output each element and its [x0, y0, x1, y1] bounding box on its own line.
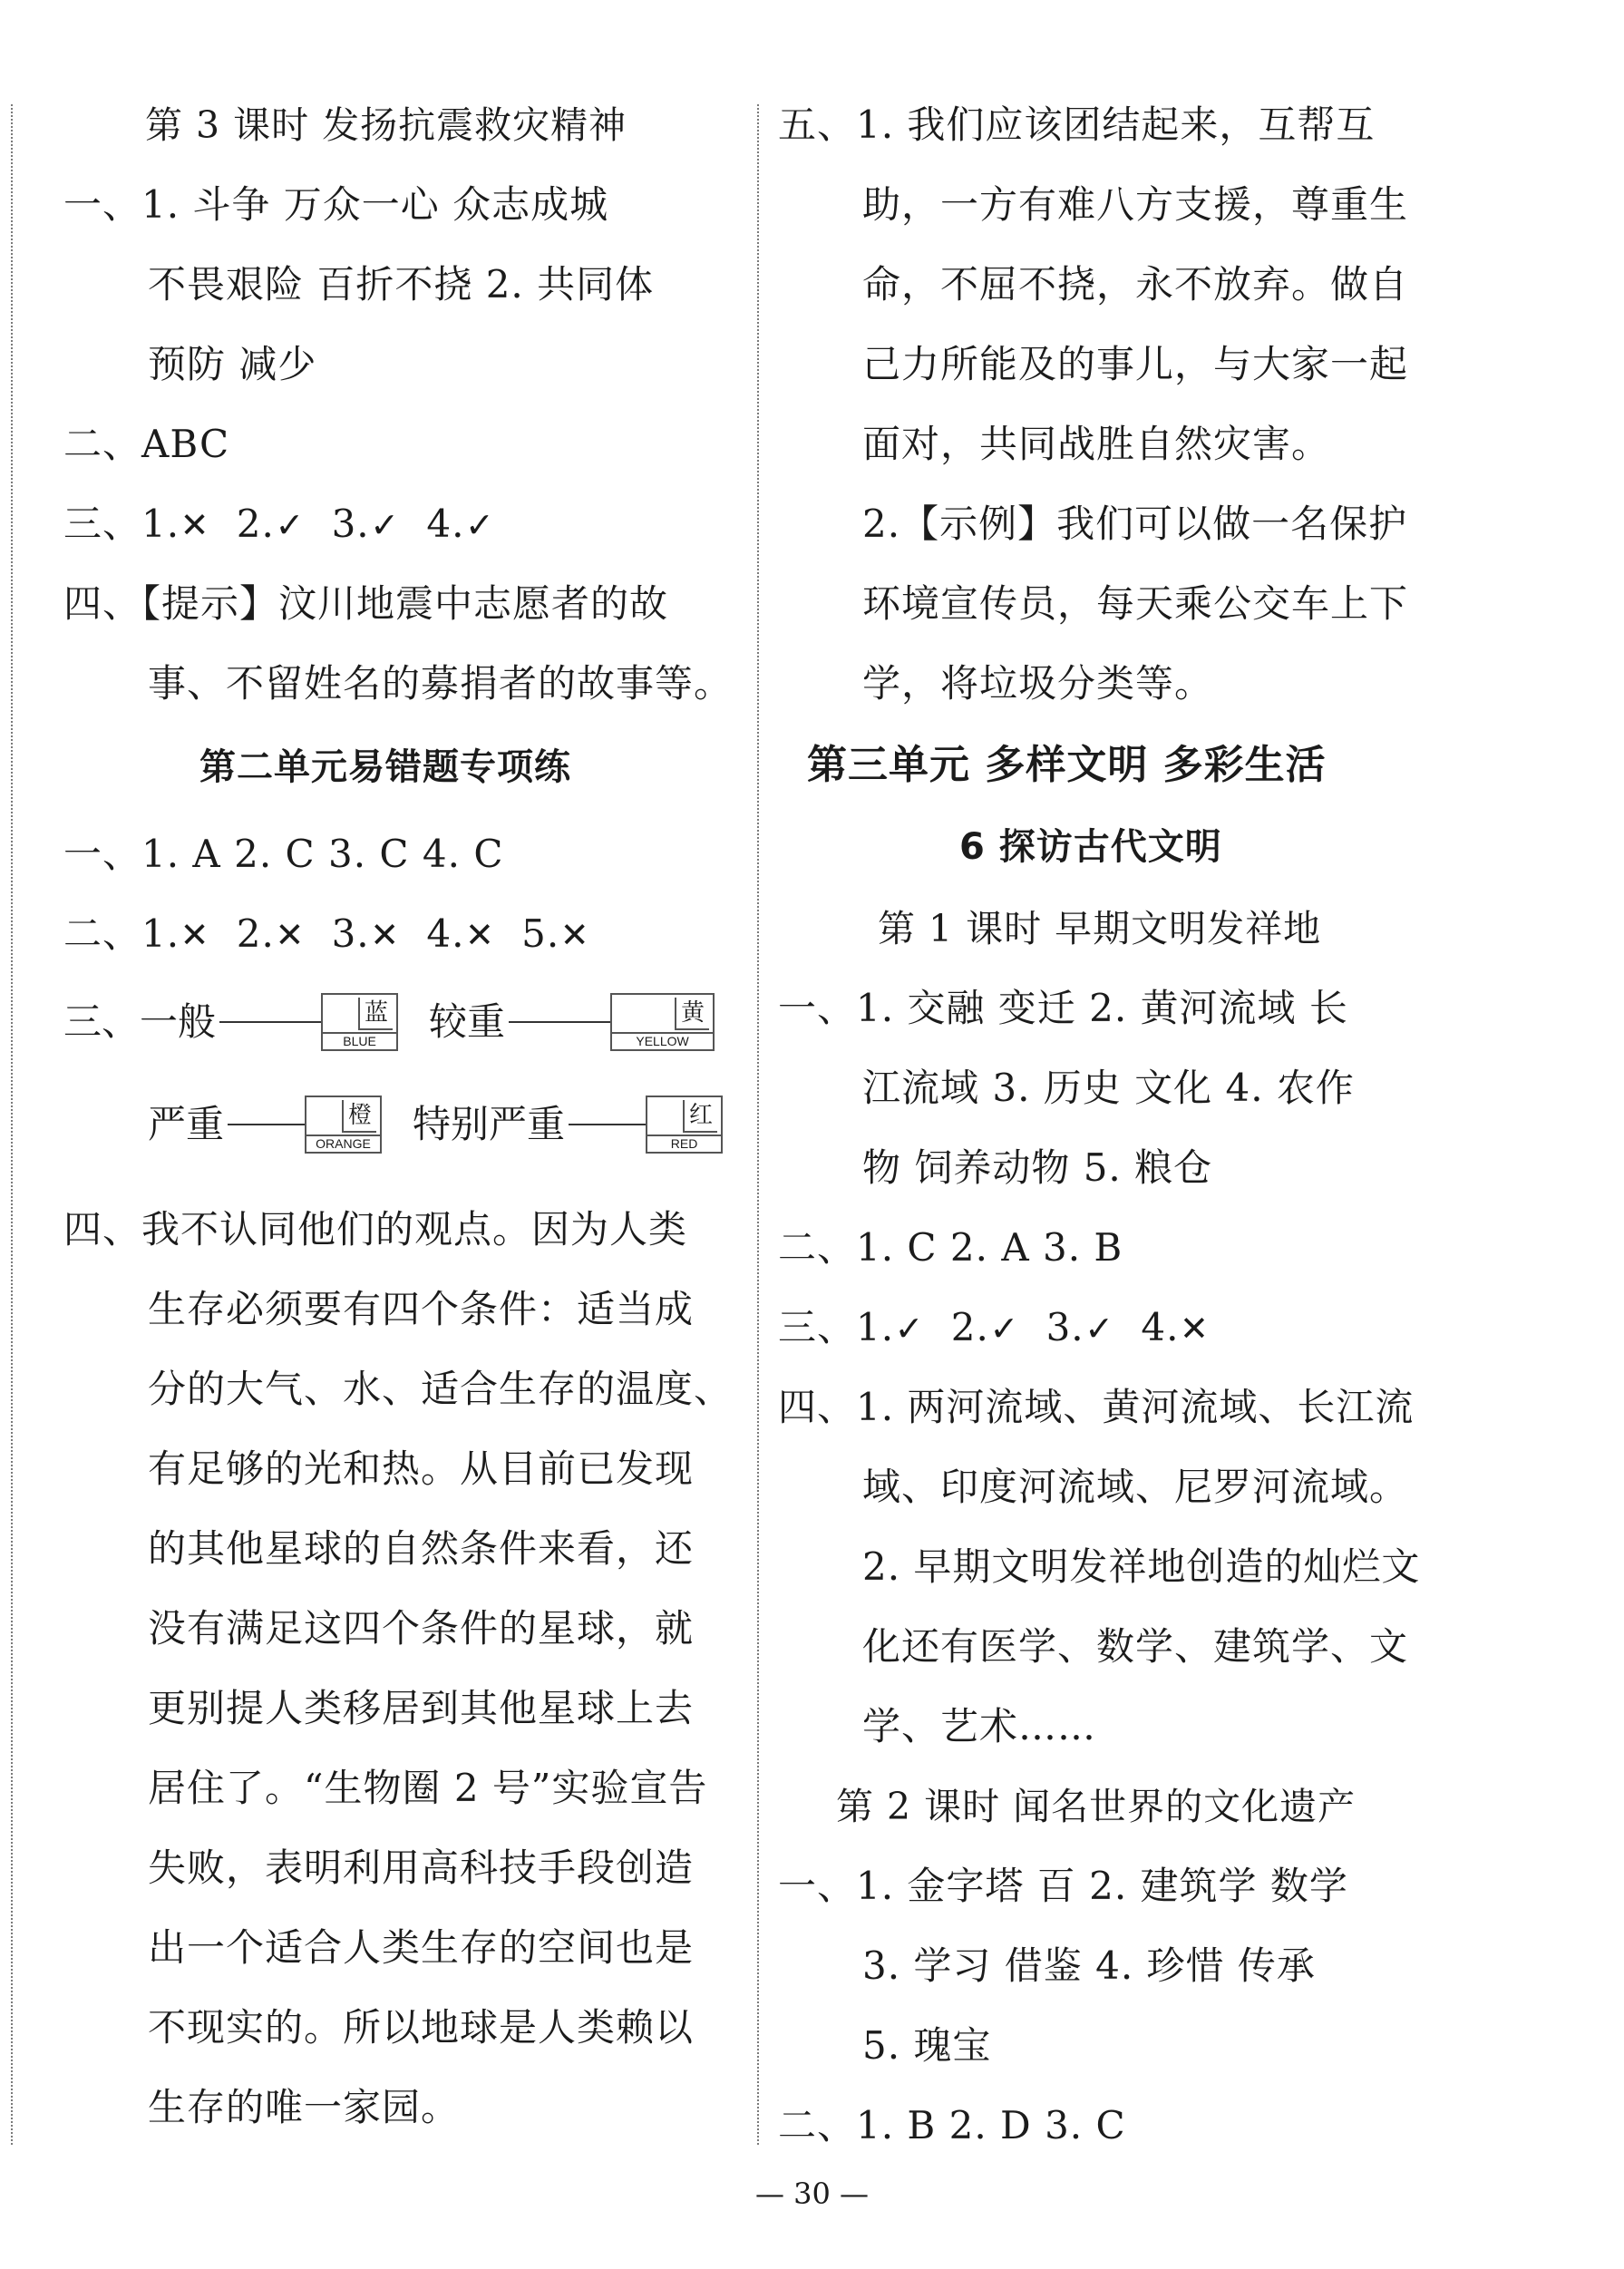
answer-line: 生存的唯一家园。: [148, 2085, 461, 2129]
answer-line: 2.【示例】我们可以做一名保护: [862, 502, 1408, 546]
unit-3-title: 第三单元 多样文明 多彩生活: [807, 742, 1327, 788]
answer-line: 己力所能及的事儿，与大家一起: [862, 342, 1409, 386]
cross-mark: ✕: [370, 915, 401, 955]
color-box-yellow: 黄 YELLOW: [610, 993, 715, 1051]
lesson-1-title: 第 1 课时 早期文明发祥地: [878, 907, 1322, 950]
cross-mark: ✕: [559, 915, 590, 955]
answer-line: 二、1. C 2. A 3. B: [778, 1225, 1123, 1270]
answer-line: 5. 瑰宝: [862, 2023, 992, 2068]
cross-mark: ✕: [180, 505, 210, 545]
answer-line: 生存必须要有四个条件：适当成: [148, 1287, 695, 1331]
answer-line: 一、1. 斗争 万众一心 众志成城: [63, 182, 609, 227]
connector-line: [228, 1124, 305, 1125]
answer-line: 面对，共同战胜自然灾害。: [862, 422, 1331, 466]
answer-line: 失败，表明利用高科技手段创造: [148, 1845, 695, 1890]
page-number: — 30 —: [754, 2176, 870, 2211]
warning-level-label: 较重: [429, 999, 506, 1044]
warning-color-row: 三、 一般 蓝 BLUE 较重 黄 YELLOW: [63, 993, 745, 1051]
answer-line: 一、1. 交融 变迁 2. 黄河流域 长: [778, 986, 1348, 1030]
check-mark: ✓: [465, 505, 495, 545]
warning-level-label: 特别严重: [413, 1102, 566, 1146]
color-box-orange: 橙 ORANGE: [305, 1096, 382, 1154]
answer-line: 四、【提示】汶川地震中志愿者的故: [63, 581, 669, 626]
answer-line: 二、ABC: [63, 422, 230, 466]
check-mark: ✓: [1084, 1309, 1115, 1349]
answer-line: 预防 减少: [148, 342, 317, 386]
answer-line: 一、1. A 2. C 3. C 4. C: [63, 832, 504, 876]
answer-line: 二、1.✕ 2.✕ 3.✕ 4.✕ 5.✕: [63, 909, 590, 960]
lesson-2-title: 第 2 课时 闻名世界的文化遗产: [836, 1785, 1357, 1828]
answer-line: 域、印度河流域、尼罗河流域。: [862, 1465, 1409, 1509]
answer-line: 事、不留姓名的募捐者的故事等。: [148, 661, 734, 706]
answer-line: 四、我不认同他们的观点。因为人类: [63, 1207, 688, 1251]
warning-level-label: 严重: [148, 1102, 225, 1146]
cross-mark: ✕: [465, 915, 495, 955]
answer-line: 助，一方有难八方支援，尊重生: [862, 182, 1409, 227]
answer-line: 命，不屈不挠，永不放弃。做自: [862, 262, 1409, 307]
answer-line: 学、艺术……: [862, 1704, 1097, 1748]
warning-color-row: [148, 1096, 754, 1154]
connector-line: [509, 1021, 610, 1023]
warning-level-label: 一般: [140, 999, 217, 1044]
answer-line: 更别提人类移居到其他星球上去: [148, 1686, 695, 1730]
answer-line: 物 饲养动物 5. 粮仓: [862, 1145, 1213, 1190]
answer-line: 学，将垃圾分类等。: [862, 661, 1214, 706]
answer-line: 三、1.✓ 2.✓ 3.✓ 4.✕: [778, 1302, 1210, 1354]
answer-line: 有足够的光和热。从目前已发现: [148, 1446, 695, 1491]
answer-line: 分的大气、水、适合生存的温度、: [148, 1367, 734, 1411]
answer-line: 的其他星球的自然条件来看，还: [148, 1526, 695, 1571]
check-mark: ✓: [894, 1309, 925, 1349]
check-mark: ✓: [370, 505, 401, 545]
answer-line: 化还有医学、数学、建筑学、文: [862, 1624, 1409, 1669]
answer-line: 出一个适合人类生存的空间也是: [148, 1925, 695, 1970]
color-box-red: 红 RED: [646, 1096, 723, 1154]
answer-line: 环境宣传员，每天乘公交车上下: [862, 581, 1409, 626]
chapter-6-title: 6 探访古代文明: [959, 826, 1222, 868]
left-margin-rule: [11, 104, 13, 2145]
answer-line: 不畏艰险 百折不挠 2. 共同体: [148, 262, 655, 307]
unit-2-review-title: 第二单元易错题专项练: [199, 746, 571, 788]
answer-line: 居住了。“生物圈 2 号”实验宣告: [148, 1766, 708, 1810]
connector-line: [569, 1124, 646, 1125]
check-mark: ✓: [989, 1309, 1020, 1349]
answer-line: 一、1. 金字塔 百 2. 建筑学 数学: [778, 1864, 1348, 1908]
answer-line: 不现实的。所以地球是人类赖以: [148, 2005, 695, 2050]
answer-line: 四、1. 两河流域、黄河流域、长江流: [778, 1385, 1415, 1429]
answer-line: 二、1. B 2. D 3. C: [778, 2103, 1126, 2147]
answer-line: 2. 早期文明发祥地创造的灿烂文: [862, 1544, 1421, 1589]
answer-line: 五、1. 我们应该团结起来，互帮互: [778, 102, 1376, 147]
cross-mark: ✕: [1180, 1309, 1210, 1349]
answer-line: 三、1.✕ 2.✓ 3.✓ 4.✓: [63, 499, 495, 550]
connector-line: [219, 1021, 321, 1023]
answer-line: 3. 学习 借鉴 4. 珍惜 传承: [862, 1943, 1316, 1988]
answer-line: 没有满足这四个条件的星球，就: [148, 1606, 695, 1651]
color-box-blue: 蓝 BLUE: [321, 993, 398, 1051]
column-divider: [757, 104, 759, 2145]
lesson-3-title: 第 3 课时 发扬抗震救灾精神: [145, 103, 627, 147]
cross-mark: ✕: [275, 915, 306, 955]
check-mark: ✓: [275, 505, 306, 545]
answer-line: 江流域 3. 历史 文化 4. 农作: [862, 1066, 1355, 1110]
cross-mark: ✕: [180, 915, 210, 955]
